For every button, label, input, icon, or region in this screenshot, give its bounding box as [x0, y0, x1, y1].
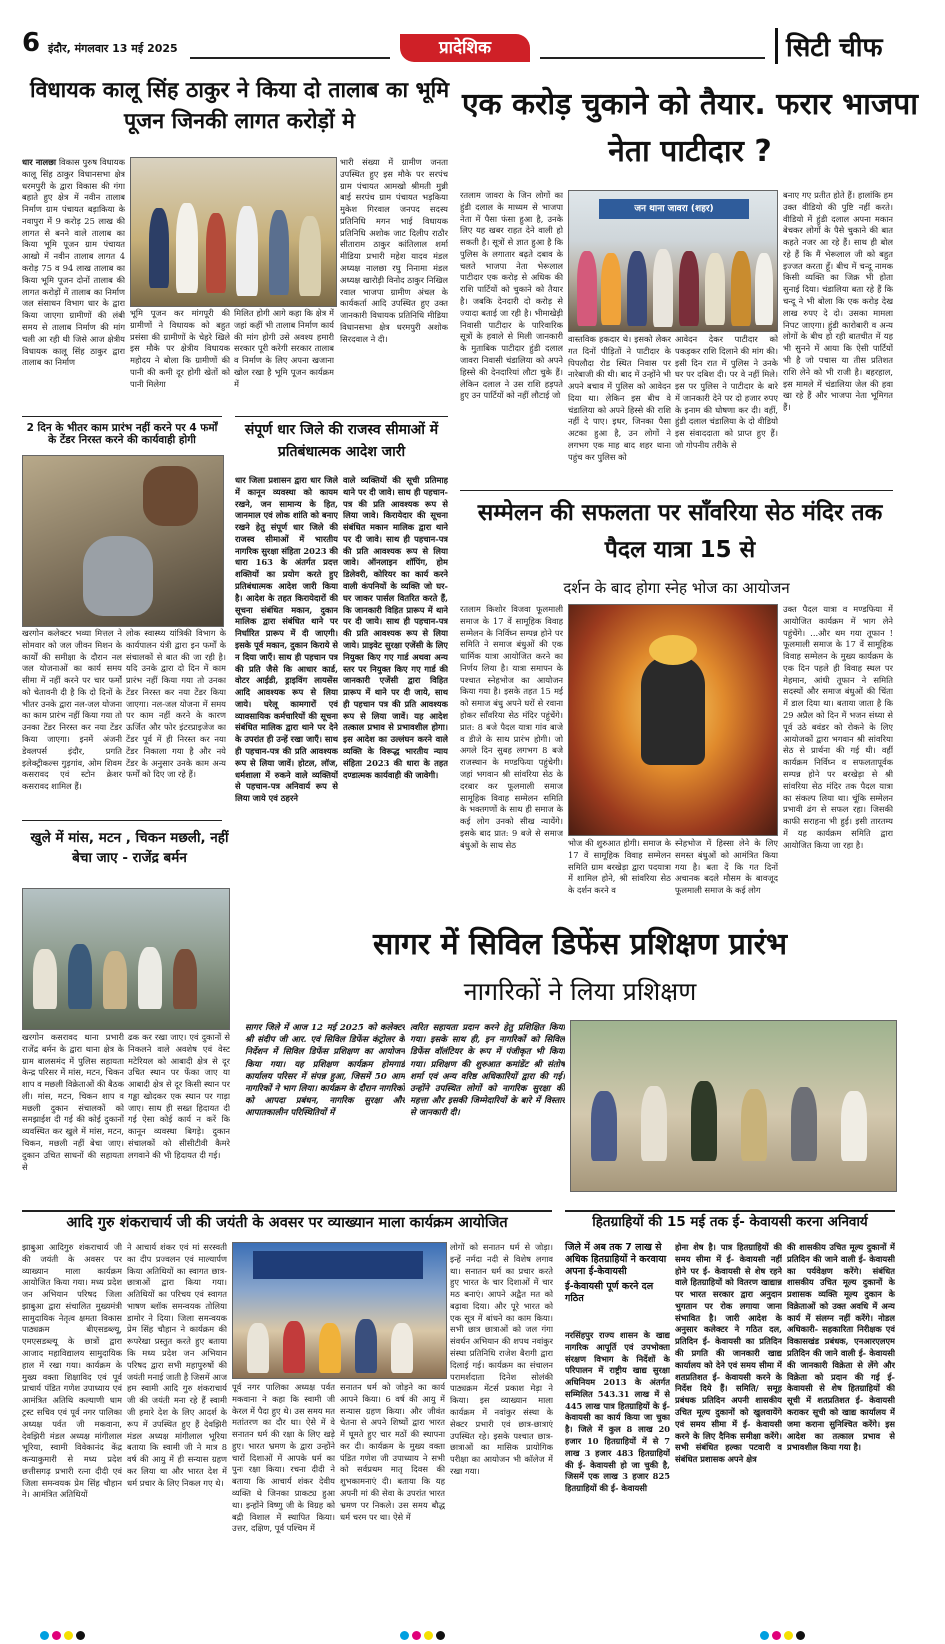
story1-col2b: मिलित होगी आगे कहा कि क्षेत्र में जहां कहीं भी तालाब निर्माण कार्य की मांग होगी उसे अवश्य हमारी सरकार पूरी करेगी सरकार तालाब व निर्माण के लिए अपना खजाना खोल रखा है भूमि पूजन कार्यक्रम में: [234, 308, 334, 389]
story8-col1: झाबुआ आदिगुरु शंकराचार्य जी की जयंती के अवसर पर व्याख्यान माला कार्यक्रम आयोजित किया गया। मध्य प्रदेश जन अभियान परिषद जिला झाबुआ द्वारा संचालित मुख्यमंत्री सामुदायिक नेतृत्व क्षमता विकास पाठ्यक्रम बीएसडब्ल्यू, एमएसडब्ल्यू के छात्रों द्वारा आजाद महाविद्यालय सामुदायिक हाल में रखा गया। कार्यक्रम के मुख्य वक्ता शिक्षाविद एवं पूर्व प्राचार्य पंडित गणेश उपाध्याय एवं आमंत्रित अतिथि कल्याणी धाम ट्रस्ट सचिव एवं पूर्व नगर पालिका अध्यक्ष पर्वत जी मकवाना, देवझिरी मंडल अध्यक्ष मांगीलाल भूरिया, स्वामी विवेकानंद केंद्र कन्याकुमारी से मध्य प्रदेश छत्तीसगढ़ प्रभारी रत्ना दीदी एवं जिला समन्वयक प्रेम सिंह चौहान ने। आमंत्रित अतिथियों: [22, 1242, 122, 1500]
divider: [235, 416, 448, 417]
story6-subhead: दर्शन के बाद होगा स्नेह भोज का आयोजन: [563, 579, 790, 597]
story8-col5: लोगों को सनातन धर्म से जोड़ा। इन्हें नर्मदा नदी से विशेष लगाव था। सनातन धर्म का प्रचार करते हुए भारत के चार दिशाओं में चार मठ बनाएं। आपने अद्वैत मत को बढ़ावा दिया। और पूरे भारत को एक सूत्र में बांधने का काम किया। सभी छात्र छात्राओं को जल गंगा संवर्धन अभियान की शपथ नवांकुर संस्था प्रतिनिधि राजेश बैरागी द्वारा दिलाई गई। कार्यक्रम का संचालन परामर्शदाता दिनेश सोलंकी पाठ्यक्रम मेंटर्स प्रकाश मेड़ा ने किया। इस व्याख्यान माला कार्यक्रम में नवांकुर संस्था के सेक्टर प्रभारी एवं छात्र-छात्राएं उपस्थित रहे। इसके पश्चात छात्र-छात्राओं का मासिक प्रायोगिक परीक्षा का आयोजन भी कॉलेज में रखा गया।: [450, 1242, 553, 1476]
story5-headline: एक करोड़ चुकाने को तैयार. फरार भाजपा नेता पाटीदार ?: [461, 87, 919, 169]
paper-name: सिटी चीफ: [775, 28, 883, 64]
story9-col2: होना शेष है। पात्र हितग्राहियों की समय सीमा में ई- केवायसी नहीं होने पर ई- केवायसी से शेष रहने वाले हितग्राहियों को वितरण खाद्यान्न पर भारत सरकार द्वारा अनुदान भुगतान पर रोक लगाया जाना संभावित है। जारी आदेश के अनुसार कलेक्टर ने गठित दल, प्रतिदिन ई- केवायसी का प्रतिदिन की प्रगति की जानकारी खाद्य कार्यालय को देने एवं समय सीमा में शतप्रतिशत ई- केवायसी करने के निर्देश दिये हैं। समिति/ समूह प्रबंधक प्रतिदिन अपनी शासकीय उचित मूल्य दुकानों को खुलवायेंगे एवं समय सीमा में ई- केवायसी करने के लिए दैनिक समीक्षा करेंगे। सभी संबंधित हल्का पटवारी व संबंधित प्रशासक अपने क्षेत्र: [675, 1242, 782, 1465]
story4-text1: जिला प्रशासन द्वारा धार जिले में कानून व्यवस्था को कायम रखने, जन सामान्य के हित, जानमाल एवं लोक शांति को बनाए रखने हेतु संपूर्ण धार जिले की राजस्व सीमाओं में भारतीय नागरिक सुरक्षा संहिता 2023 की धारा 163 के अंतर्गत प्रदत्त शक्तियों का प्रयोग करते हुए प्रतिबंधात्मक आदेश जारी किया है। आदेश के तहत किरायेदारों की सूचना संबंधित मकान, दुकान मालिक द्वारा संबंधित थाने पर निर्धारित प्रारूप में दी जाएगी। इसके पूर्व मकान, दुकान किराये से न दिया जाएँ। साथ ही पहचान पत्र की प्रति जैसे कि आधार कार्ड, वोटर आईडी, ड्राइविंग लायसेंस आदि आवश्यक रूप से लिया जाये। घरेलू कामगारों एवं व्यावसायिक कर्मचारियों की सूचना संबंधित मालिक द्वारा थाने पर देने के उपरांत ही उन्हें रखा जाएँ। साथ ही पहचान-पत्र की प्रति आवश्यक रूप से लिया जावें। होटल, लॉज, धर्मशाला में रुकने वाले व्यक्तियों से पहचान-पत्र अनिवार्य रूप से लिया जाये एवं ठहरने: [235, 475, 338, 804]
story8-col2: ने आचार्य शंकर एवं मां सरस्वती का दीप प्रज्वलन एवं माल्यार्पण किया अतिथियों का स्वागत छात्र-छात्राओं द्वारा किया गया। अतिथियों का परिचय एवं स्वागत भाषण ब्लॉक समन्वयक तोलिया डामोर ने दिया। जिला समन्वयक प्रेम सिंह चौहान ने कार्यक्रम की रूपरेखा प्रस्तुत करते हुए बताया कि मध्य प्रदेश जन अभियान परिषद द्वारा सभी महापुरुषों की जयंती मनाई जाती है जिसमें आज हम स्वामी आदि गुरु शंकराचार्य जी की जयंती मना रहे हैं स्वामी जी हमारे देश के लिए आदर्श के रूप में उपस्थित हुए हैं देवझिरी मंडल अध्यक्ष मांगीलाल भूरिया बताया कि स्वामी जी ने मात्र 8 वर्ष की आयु में ही सन्यास ग्रहण कर लिया था और भारत देश में धर्म प्रचार के लिए निकल गए थे।: [127, 1242, 227, 1488]
story8-col4: सनातन धर्म को जोड़ने का कार्य आपने किया। 6 वर्ष की आयु में सन्यास ग्रहण किया। और जीवंत चेतना से अपने शिष्यों द्वारा भारत में घूमते हुए चार मठों की स्थापना कर दी। कार्यक्रम के मुख्य वक्ता पंडित गणेश जी उपाध्याय ने सभी को सर्वप्रथम मातृ दिवस की शुभकामनाएं दी। बताया कि यह अपनी मां की सेवा के उपरांत भारत भ्रमण पर निकले। उस समय बौद्ध धर्म चरम पर था। ऐसे में: [340, 1382, 445, 1522]
story1-col1: [22, 157, 125, 412]
story7-col1: सागर जिले में आज 12 मई 2025 को कलेक्टर श्री संदीप जी आर. एवं सिविल डिफेंस कंट्रोलर के निर्देशन में सिविल डिफेंस प्रशिक्षण का आयोजन किया गया। यह प्रशिक्षण कार्यक्रम होमगार्ड कार्यालय परिसर में संपन्न हुआ, जिसमें 50 आम नागरिकों ने भाग लिया। कार्यक्रम के दौरान नागरिकों को आपदा प्रबंधन, नागरिक सुरक्षा और आपातकालीन परिस्थितियों में: [245, 1023, 405, 1119]
story1-dateline: धार नालछा: [22, 157, 57, 167]
story8-col3: पूर्व नगर पालिका अध्यक्ष पर्वत मकवाना ने कहा कि स्वामी जी केरल में पैदा हुए थे। उस समय मत मतांतरण का दौर था। ऐसे में वे सनातन धर्म की रक्षा के लिए खड़े हुए। भारत भ्रमण के द्वारा उन्होंने चारों दिशाओं में आपके धर्म का पुनः रक्षा किया। रचना दीदी ने बताया कि आचार्य शंकर देवीय व्यक्ति थे जिनका प्राकट्य हुआ था। इन्होंने विष्णु जी के विग्रह को बद्री विशाल में स्थापित किया। उत्तर, दक्षिण, पूर्व पश्चिम में: [232, 1382, 335, 1534]
story2-photo: [22, 455, 224, 627]
story2-headline: 2 दिन के भीतर काम प्रारंभ नहीं करने पर 4 फर्मों के टेंडर निरस्त करने की कार्यवाही होगी: [26, 422, 218, 447]
section-label: प्रादेशिक: [400, 34, 530, 62]
story7-subhead: नागरिकों ने लिया प्रशिक्षण: [463, 977, 697, 1006]
story8-headline: आदि गुरु शंकराचार्य जी की जयंती के अवसर पर व्याख्यान माला कार्यक्रम आयोजित: [66, 1215, 508, 1231]
story9-box-lead: जिले में अब तक 7 लाख से अधिक हितग्राहियों ने करवाया अपना ई-केवायसी: [565, 1242, 667, 1277]
masthead-rule-left: [190, 57, 390, 59]
story3-col1: खरगोन कसरावद थाना प्रभारी राजेंद्र बर्मन के द्वारा थाना क्षेत्र के ग्राम बालसमंद में पुलिस सहायता केन्द्र परिसर में मांस, मटन, चिकन शाप व मछली विक्रेताओं की बैठक ली। मांस, मटन, चिकन शाप व मछली दुकान संचालकों को समझाईश दी गई की कोई दुकानों व्यवस्थित कर खुले में मांस, मटन, चिकन, मछली नहीं बेचा जाए। दुकान उचित साधनों की सहायता से: [22, 1032, 124, 1172]
story6-col1: रतलाम किशोर विजवा फूलमाली समाज के 17 वें सामूहिक विवाह सम्मेलन के निर्विघ्न सम्पन्न होने पर समिति ने समाज बंधुओं की एक धार्मिक यात्रा आयोजित करने का निर्णय लिया है। यात्रा समापन के पश्चात स्नेहभोज का आयोजन किया गया है। इसके तहत 15 मई को समाज बंधु अपने घरों से रवाना होकर सॉंवरिया सेठ मंदिर पहुंचेंगे। प्रात: 8 बजे पैदल यात्रा गांव बाजे व डीजे के साथ प्रारंभ होगी। जो अगले दिन सुबह लगभग 8 बजे राजस्थान के मण्डफिया पहुंचेगी। जहां भगवान श्री सांवरिया सेठ के दरबार कर फूलमाली समाज सामूहिक विवाह सम्मेलन समिति के भक्तगणों के साथ ही समाज के कई लोग उनको सीख न्यायेंगे। इसके बाद प्रात: 9 बजे से समाज बंधुओं के साथ सेठ: [460, 604, 563, 850]
footer-color-marks: [40, 1625, 88, 1644]
story9-box: [565, 1242, 670, 1308]
masthead-rule-right: [540, 57, 765, 59]
story7-col2: त्वरित सहायता प्रदान करने हेतु प्रशिक्षित किया गया। इसके साथ ही, इन नागरिकों को सिविल डिफेंस वॉलंटियर के रूप में पंजीकृत भी किया गया। प्रशिक्षण की शुरुआत कमांडेंट श्री संतोष शर्मा एवं अन्य वरिष्ठ अधिकारियों द्वारा की गई। उन्होंने उपस्थित लोगों को नागरिक सुरक्षा की महत्ता और इसकी जिम्मेदारियों के बारे में विस्तार से जानकारी दी।: [410, 1023, 565, 1119]
divider: [565, 1210, 895, 1212]
story6-col4: उक्त पैदल यात्रा व मण्डफिया में आयोजित कार्यक्रम में भाग लेने पहुंचेंगे। ...और थम गया तूफान ! फूलमाली समाज के 17 वें सामूहिक विवाह सम्मेलन के मुख्य कार्यक्रम के एक दिन पहले ही विवाह स्थल पर मेहमान, आंधी तूफान ने समिति सदस्यों और समाज बंधुओं की चिंता में डाल दिया था। बताया जाता है कि 29 अप्रैल को दिन में भजन संध्या से पूर्व उठे बवंडर को रोकने के लिए आयोजकों द्वारा भगवान श्री सांवरिया सेठ से प्रार्थना की गई थी। वहीं कार्यक्रम निर्विघ्न व सफलतापूर्वक सम्पन्न होने पर बरखेड़ा से श्री सांवरिया सेठ मंदिर तक पैदल यात्रा का संकल्प लिया था। चूंकि सम्मेलन प्रभावी ढंग से सफल रहा। जिसकी काफी सराहना भी हुई। इसी तारतम्य में यह कार्यक्रम समिति द्वारा आयोजित किया जा रहा है।: [783, 604, 893, 850]
story5-col4: बनाए गए प्रतीत होते हैं। हालांकि हम उक्त वीडियो की पुष्टि नहीं करते। वीडियो में हुंडी दलाल अपना मकान बेचकर लोगों के पैसे चुकाने की बात कहते नजर आ रहे हैं। साथ ही बोल रहे हैं कि मैं भेरूलाल जी को बहुत इज्जत करता हूँ। बीच में चन्दू नामक किसी व्यक्ति का जिक्र भी होता सुनाई दिया। चंडालिया बता रहे हैं कि चन्दू ने भी बोला कि एक करोड़ देख लाख रुपए दे दो। उसका मामला निपट जाएगा। हुंडी कारोबारी व अन्य लोगों के बीच हो रही बातचीत में यह भी सुनने में आया कि ऐसी पार्टियों भी है जो पचास या तीस प्रतिशत राशि लेने को भी राजी है। बहरहाल, इस मामले में चंडालिया जेल की हवा खा रहे हैं और भाजपा नेता भूमिगत हैं।: [783, 190, 893, 413]
story9-headline: हितग्राहियों की 15 मई तक ई- केवायसी करना अनिवार्य: [592, 1214, 868, 1230]
story4-dateline: धार: [235, 475, 246, 485]
story5-col3: आवेदन देकर पाटीदार को पकड़कर राशि दिलाने की मांग की। इसी दिन रात में पुलिस ने उनके घर पर दबिश दी। पर वे नहीं मिले। इस पर पुलिस ने पाटीदार के बारे में जानकारी देने पर दो हजार रुपए के इनाम की घोषणा कर दी। वहीं, हुंडी दलाल चंडालिया के दो वीडियो इस संवाददाता को प्राप्त हुए हैं। जो गोपनीय तरीके से: [675, 334, 778, 451]
story3-col2: ढक कर रखा जाए। एवं दुकानों से निकलने वाले अवशेष एवं वेस्ट मटेरियल को आबादी क्षेत्र से दूर उचित स्थान पर फेंका जाए या आबादी क्षेत्र से दूर किसी स्थान पर गड्ढा खोदकर एक स्थान पर गाड़ा जाए। साथ ही सख्त हिदायत दी गई ऐसा कोई कार्य न करें कि कानून व्यवस्था बिगड़े। दुकान संचालकों को सीसीटीवी कैमरे लगवाने की भी हिदायत दी गई।: [128, 1032, 230, 1160]
page-number: 6: [22, 28, 41, 58]
story4-col2: वाले व्यक्तियों की सूची प्रतिमाह थाने पर दी जावे। साथ ही पहचान-पत्र की प्रति आवश्यक रूप से लिया जावे। किरायेदार की सूचना संबंधित मकान मालिक द्वारा थाने पर दी जावे। साथ ही पहचान-पत्र की प्रति आवश्यक रूप से लिया जावे। ऑनलाइन शॉपिंग, होम डिलेवरी, कोरियर का कार्य करने वाली कंपनियों के व्यक्ति जो घर-घर जाकर पार्सल वितरित करते हैं, कि जानकारी विहित प्रारूप में थाने पर दी जाये। साथ ही पहचान-पत्र की प्रति आवश्यक रूप से लिया जाये। प्राइवेट सुरक्षा एजेंसी के लिए नियुक्त किए गए गार्ड अथवा अन्य स्तर पर नियुक्त किए गए गार्ड की जानकारी एजेंसी द्वारा विहित प्रारूप में थाने पर दी जाये, साथ ही पहचान पत्र की प्रति आवश्यक रूप से लिया जावें। यह आदेश तत्काल प्रभाव से प्रभावशील होगा। इस आदेश का उल्लंघन करने वाले व्यक्ति के विरूद्ध भारतीय न्याय संहिता 2023 की धारा के तहत दण्डात्मक कार्यवाही की जावेगी।: [343, 475, 448, 780]
story1-text1: विकास पुरुष विधायक कालू सिंह ठाकुर विधानसभा क्षेत्र धरमपुरी के द्वारा विकास की गंगा बहाते हुए क्षेत्र में नवीन तालाब निर्माण ग्राम पंचायत बड़ाकिया के नवापुरा में 9 करोड़ 25 लाख की लागत से बनने वाले तालाब का किया भूमि पूजन ग्राम पंचायत आखो में नवीन तालाब लागत 4 करोड़ 75 व 94 लाख तालाब का किया भूमि पूजन दोनों तालाब की लागत करोड़ों में तालाब का निर्माण जल संसाधन विभाग धार के द्वारा किया जाएगा ग्रामीणों की लंबी समय से तालाब निर्माण की मांग चली आ रही थी जिसे आज क्षेत्रीय विधायक कालू सिंह ठाकुर द्वारा तालाब का निर्माण: [22, 157, 125, 368]
masthead: [0, 0, 945, 66]
divider: [22, 1210, 552, 1212]
story1-headline: विधायक कालू सिंह ठाकुर ने किया दो तालाब का भूमि पूजन जिनकी लागत करोड़ों मे: [29, 78, 450, 135]
story1-col3: भारी संख्या में ग्रामीण जनता उपस्थित हुए इस मौके पर सरपंच ग्राम पंचायत आमखो श्रीमती मुन्नी बाई सरपंच ग्राम पंचायत भड़किया मुकेश गिरवाल जनपद सदस्य प्रतिनिधि मगन भाई विधायक प्रतिनिधि अशोक जाट दिलीप राठौर सीताराम ठाकुर कांतिलाल शर्मा मीडिया प्रभारी महेश यादव मंडल अध्यक्ष नालछा रघु निनामा मंडल अध्यक्ष खारोड़ी विनोद ठाकुर निखिल रवाल भाजपा ग्रामीण अंचल के कार्यकर्ता आदि उपस्थित हुए उक्त जानकारी विधायक प्रतिनिधि मीडिया विधानसभा क्षेत्र धरमपुरी अशोक सिरदवाल ने दी।: [340, 157, 448, 344]
story3-headline: खुले में मांस, मटन , चिकन मछली, नहीं बेचा जाए - राजेंद्र बर्मन: [30, 830, 229, 867]
story8-photo: [232, 1242, 447, 1379]
divider: [22, 416, 222, 417]
story7-photo: [570, 1020, 897, 1192]
story5-col2: वास्तविक हकदार थे। इसको लेकर गत दिनों पीड़ितों ने पाटीदार के पिपलौदा रोड स्थित निवास पर नारेबाजी की थी। बाद में उन्होंने भी अपने बचाव में पुलिस को आवेदन दिया था। लेकिन इस बीच वे चंडालिया को अपने हिस्से की राशि नहीं दे पाए। इधर, जिनका पैसा अटका हुआ है, उन लोगों ने लगभग एक माह बाद शहर थाना पहुंच कर पुलिस को: [568, 334, 671, 462]
police-station-sign: जन थाना जावरा (शहर): [599, 199, 749, 219]
story6-col2: भोज की शुरुआत होगी। समाज के 17 वें सामूहिक विवाह सम्मेलन समिति ग्राम बरखेड़ा द्वारा पदयात्रा में शामिल होने, श्री सांवरिया सेठ के दर्शन करने व: [568, 838, 671, 896]
story3-photo: [22, 888, 230, 1030]
story1-photo: [130, 157, 337, 307]
story6-photo: [568, 604, 778, 836]
story2-col1: खरगोन कलेक्टर भव्या मित्तल ने सोमवार को जल जीवन मिशन के कार्यों की समीक्षा के दौरान नल जल योजनाओं का कार्य समय सीमा में नहीं करने पर चार फर्मों को चेतावनी दी है कि दो दिनों के भीतर उनके द्वारा नल-जल योजना का काम प्रारंभ नहीं किया गया तो उनका टेंडर निरस्त कर नया टेंडर किया जाएगा। इनमें अंजनी डेवलपर्स इंदौर, प्रगति इलेक्ट्रीकल्स गुड़गांव, ओम शिवम कसरावद एवं स्टोन क्रेशर कसरावद शामिल हैं।: [22, 628, 122, 792]
footer-color-marks: [400, 1625, 448, 1644]
story5-col1: रतलाम जावरा के जिन लोगों का हुंडी दलाल के माध्यम से भाजपा नेता में पैसा फंसा हुआ है, उनके लिए यह खबर राहत देने वाली हो सकती है। सूत्रों से ज्ञात हुआ है कि पुलिस के लगातार बढ़ते दबाव के चलते भाजपा नेता भेरूलाल पाटीदार एक करोड़ से अधिक की राशि पार्टियों को चुकाने को तैयार है। जबकि देनदारी दो करोड़ से ज्यादा बताई जा रही है। भीमाखेड़ी निवासी पाटीदार के पारिवारिक सूत्रों के हवाले से मिली जानकारी के मुताबिक पाटीदार हुंडी दलाल जावरा निवासी चंडालिया को अपने हिस्से की देनदारियां लौटा चुके हैं। लेकिन दलाल ने उस राशि हड़पते हुए उन पार्टियों को नहीं लौटाई जो: [460, 190, 563, 401]
story9-col3: की शासकीय उचित मूल्य दुकानों में प्रतिदिन की जाने वाली ई- केवायसी का पर्यवेक्षण करेंगे। संबंधित शासकीय उचित मूल्य दुकानों के प्रशासक व्यक्ति मूल्य दुकान के विक्रेताओं को उक्त अवधि में अन्य कार्य में संलग्न नहीं करेंगे। नोडल अधिकारी- सहकारिता निरीक्षक एवं विकासखंड प्रबंधक, एनआरएलएम प्रतिदिन की जाने वाली ई- केवायसी की जानकारी विक्रेता से लेंगे और विक्रेता को प्रदान की गई ई- केवायसी से शेष हितग्राहियों की सूची में शतप्रतिशत ई- केवायसी कराकर सूची को खाद्य कार्यालय में जमा कराना सुनिश्चित करेंगे। इस आदेश का तत्काल प्रभाव से प्रभावशील किया गया है।: [787, 1242, 895, 1453]
story6-col3: स्नेहभोज में हिस्सा लेने के लिए समस्त बंधुओं को आमंत्रित किया गया है। बता दें कि गत दिनों अचानक बदले मौसम के बावजूद फूलमाली समाज के कई लोग: [675, 838, 778, 896]
story7-headline: सागर में सिविल डिफेंस प्रशिक्षण प्रारंभ: [372, 927, 788, 962]
dateline: इंदौर, मंगलवार 13 मई 2025: [48, 42, 178, 55]
story2-col2: लोक स्वास्थ्य यांत्रिकी विभाग के कार्यपालन यंत्री द्वारा इन फर्मों के संचालकों से बात की जा रही है। यदि उनके द्वारा दो दिन में काम प्रारंभ नहीं किया गया तो उनका टेंडर निरस्त कर नया टेंडर किया जाएगा। नल-जल योजना में समय पर काम नहीं करने के कारण ऊर्जित और फोर इंटरप्राइजेज का टेंडर पूर्व में ही निरस्त कर नया टेंडर निकाला गया है और नये टेंडर के अनुसार उनके काम अन्य फर्मों को दिए जा रहे हैं।: [126, 628, 226, 780]
footer-color-marks: [760, 1625, 808, 1644]
story4-col1: [235, 475, 338, 925]
story6-headline: सम्मेलन की सफलता पर सॉंवरिया सेठ मंदिर तक पैदल यात्रा 15 से: [477, 500, 883, 563]
story9-box-sub: ई-केवायसी पूर्ण करने दल गठित: [565, 1280, 654, 1304]
story4-headline: संपूर्ण धार जिले की राजस्व सीमाओं में प्रतिबंधात्मक आदेश जारी: [244, 422, 439, 460]
story1-col2a: भूमि पूजन कर मांगपूरी की ग्रामीणों ने विधायक को बहुत प्रसंसा की ग्रामीणों के चेहरे खिले इस मौके पर क्षेत्रीय विधायक महोदय ने बोला कि ग्रामीणों की पानी की कमी दूर होगी खेतों को पानी मिलेगा: [130, 308, 230, 389]
divider: [460, 490, 893, 491]
story9-col1: नरसिंहपुर राज्य शासन के खाद्य नागरिक आपूर्ति एवं उपभोक्ता संरक्षण विभाग के निर्देशों के परिपालन में राष्ट्रीय खाद्य सुरक्षा अधिनियम 2013 के अंतर्गत सम्मिलित 543.31 लाख में से 445 लाख पात्र हितग्राहियों के ई-केवायसी का कार्य किया जा चुका है। जिले में कुल 8 लाख 20 हजार 10 हितग्राहियों में से 7 लाख 3 हजार 483 हितग्राहियों की ई- केवायसी हो जा चुकी है, जिसमें एक लाख 3 हजार 825 हितग्राहियों की ई- केवायसी: [565, 1330, 670, 1494]
divider: [22, 820, 222, 821]
story5-photo: [568, 190, 778, 332]
